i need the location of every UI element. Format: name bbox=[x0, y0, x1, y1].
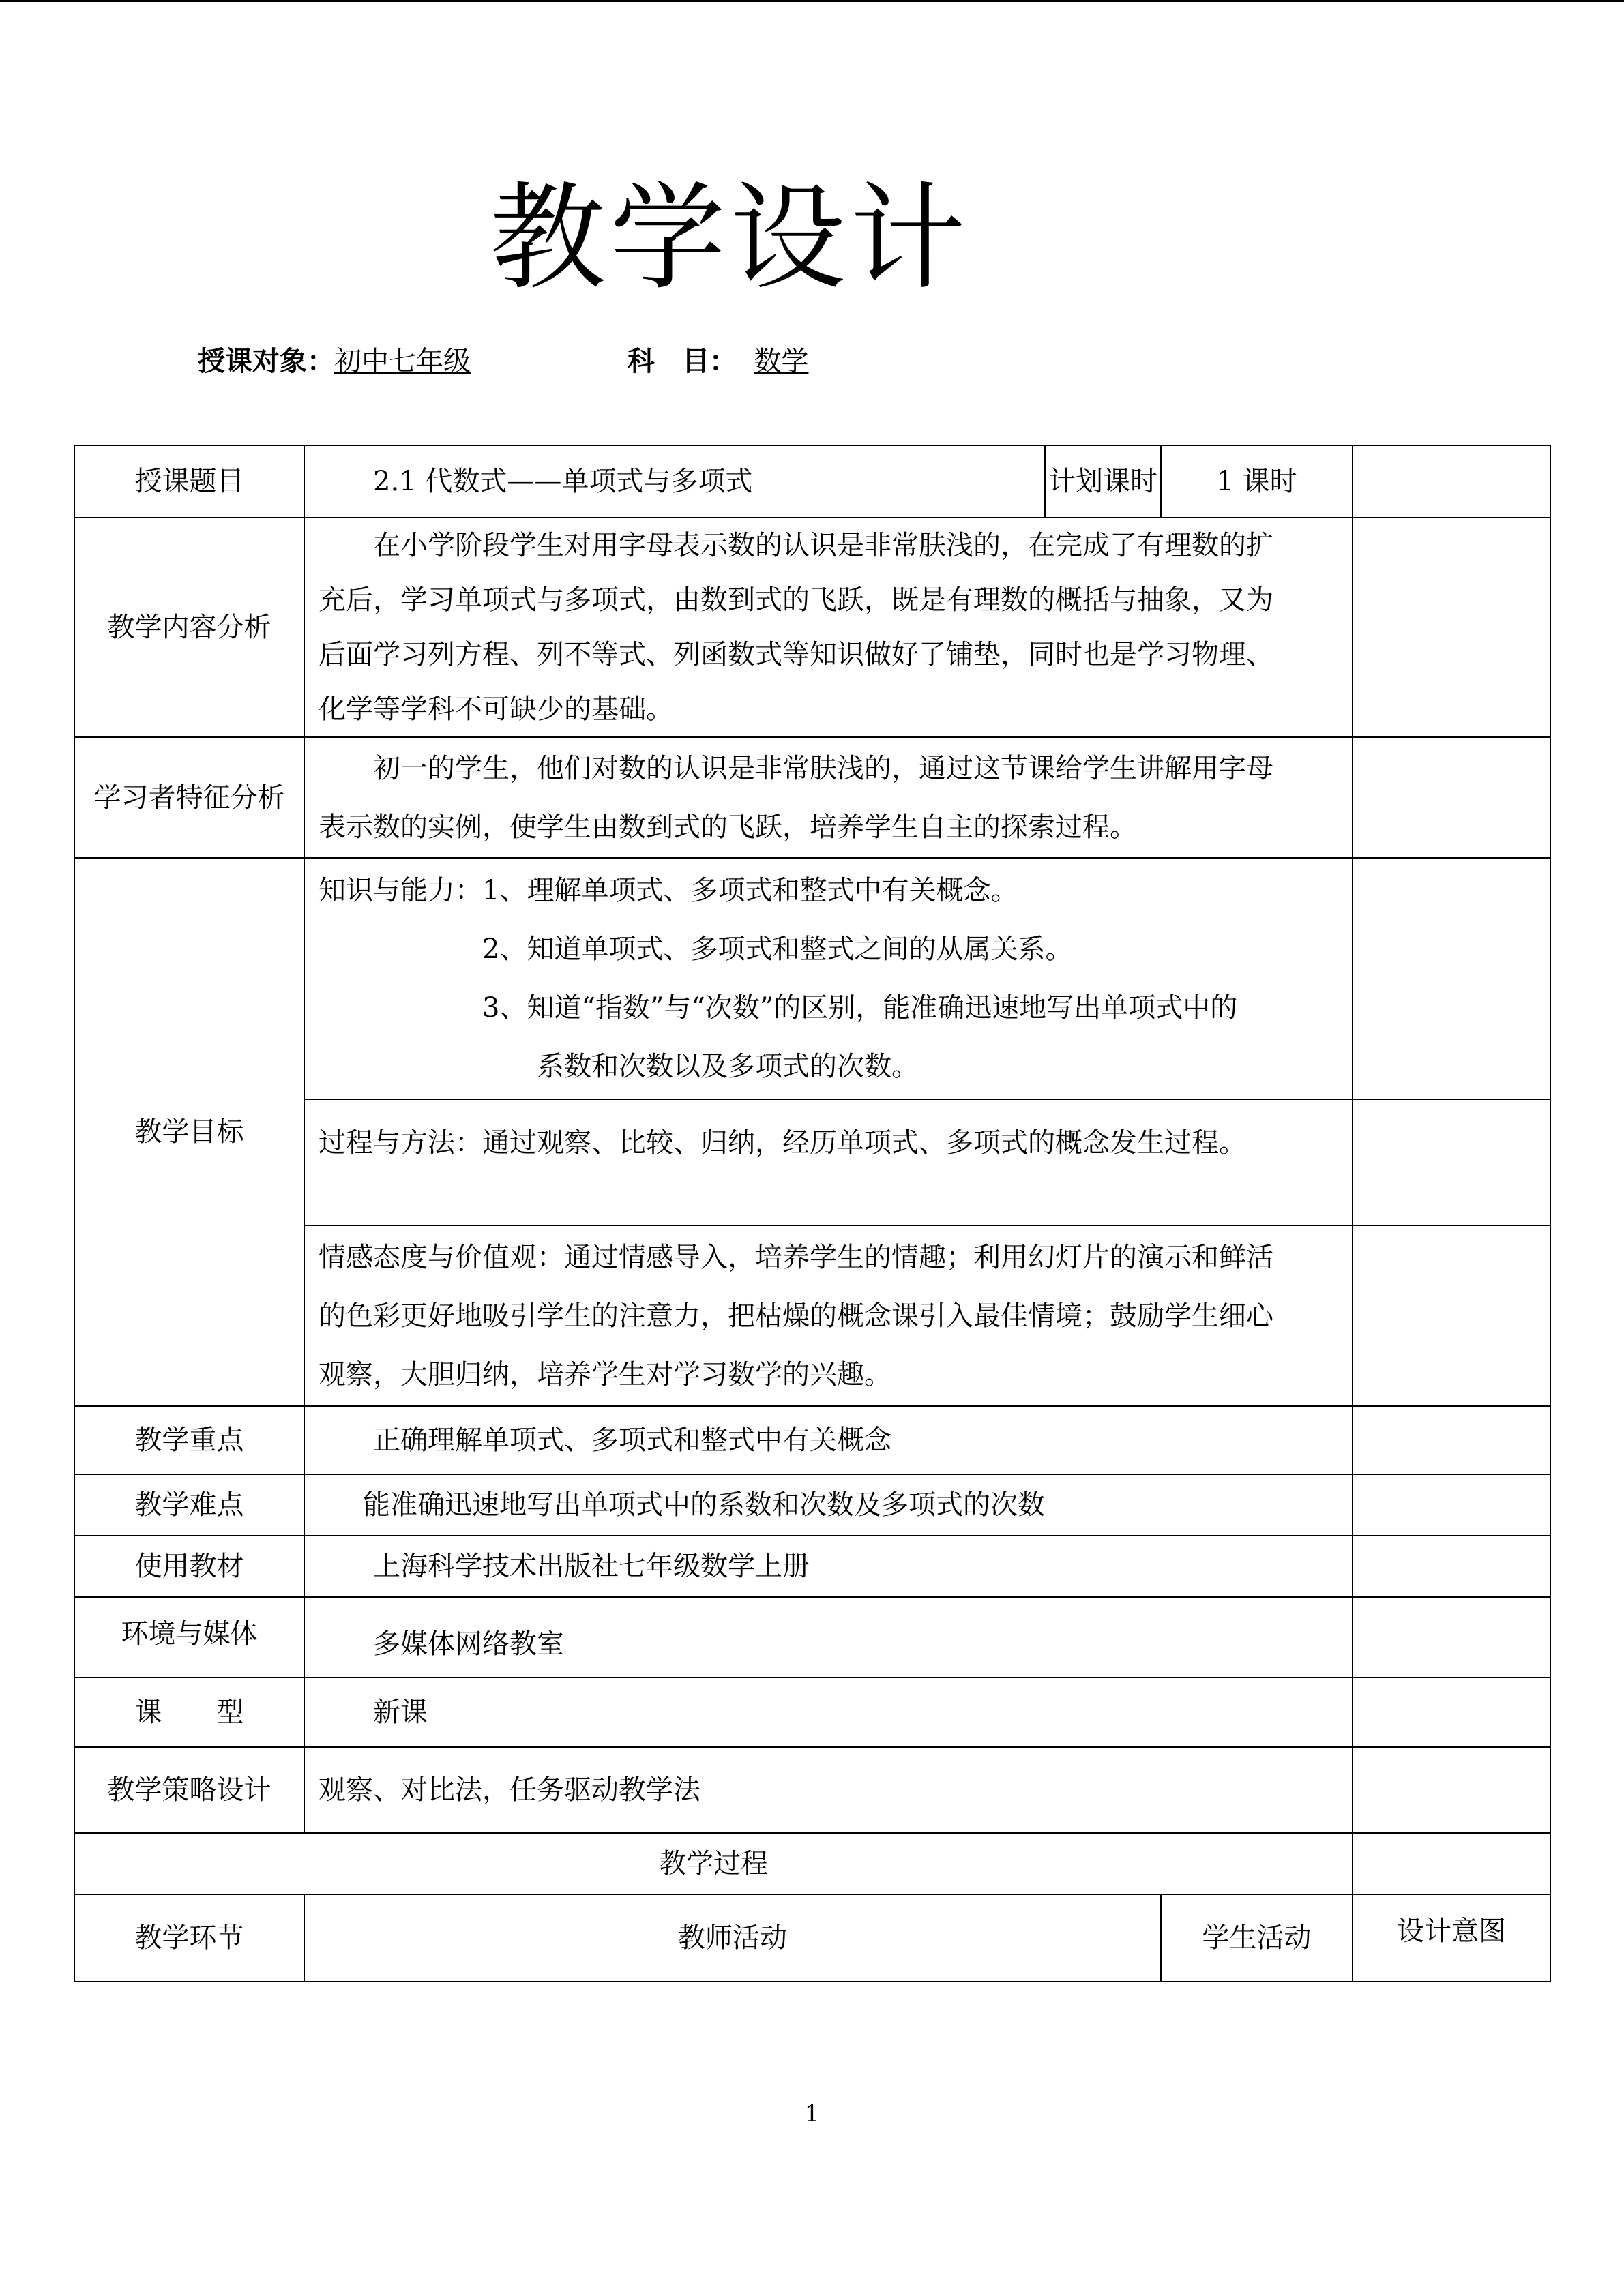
topic-row bbox=[74, 445, 1550, 518]
goal-knowledge-intent-cell bbox=[1353, 858, 1550, 1099]
content-label: 教学内容分析 bbox=[74, 518, 304, 737]
key-label: 教学重点 bbox=[74, 1406, 304, 1474]
textbook-value: 上海科学技术出版社七年级数学上册 bbox=[304, 1536, 1353, 1597]
col-teacher: 教师活动 bbox=[304, 1894, 1161, 1982]
textbook-intent-cell bbox=[1353, 1536, 1550, 1597]
difficulty-value: 能准确迅速地写出单项式中的系数和次数及多项式的次数 bbox=[304, 1474, 1353, 1536]
type-value: 新课 bbox=[304, 1678, 1353, 1747]
topic-intent-cell bbox=[1353, 445, 1550, 518]
topic-label: 授课题目 bbox=[74, 445, 304, 518]
key-value: 正确理解单项式、多项式和整式中有关概念 bbox=[304, 1406, 1353, 1474]
lesson-plan-table bbox=[74, 445, 1551, 1982]
subject-label: 科 目： bbox=[628, 345, 737, 377]
env-row bbox=[74, 1597, 1550, 1678]
goal-knowledge-2: 2、知道单项式、多项式和整式之间的从属关系。 bbox=[482, 934, 1073, 965]
goal-emotion-1: 情感态度与价值观：通过情感导入，培养学生的情趣；利用幻灯片的演示和鲜活 bbox=[319, 1241, 1273, 1273]
goal-knowledge-row bbox=[74, 858, 1550, 1099]
learner-label: 学习者特征分析 bbox=[74, 737, 304, 858]
type-label: 课 型 bbox=[74, 1678, 304, 1747]
goal-emotion-intent-cell bbox=[1353, 1225, 1550, 1406]
content-line-4: 化学等学科不可缺少的基础。 bbox=[319, 694, 673, 725]
subject-field bbox=[628, 341, 808, 382]
type-row bbox=[74, 1678, 1550, 1747]
col-stage: 教学环节 bbox=[74, 1894, 304, 1982]
content-row bbox=[74, 518, 1550, 737]
content-line-3: 后面学习列方程、列不等式、列函数式等知识做好了铺垫，同时也是学习物理、 bbox=[319, 639, 1273, 670]
goal-knowledge-4: 系数和次数以及多项式的次数。 bbox=[537, 1051, 919, 1082]
goal-knowledge-1: 知识与能力：1、理解单项式、多项式和整式中有关概念。 bbox=[319, 875, 1018, 906]
strategy-row bbox=[74, 1747, 1550, 1833]
content-line-2: 充后，学习单项式与多项式，由数到式的飞跃，既是有理数的概括与抽象，又为 bbox=[319, 584, 1273, 616]
goal-process-intent-cell bbox=[1353, 1099, 1550, 1225]
hours-label: 计划课时 bbox=[1045, 445, 1161, 518]
textbook-row bbox=[74, 1536, 1550, 1597]
audience-value: 初中七年级 bbox=[334, 346, 471, 377]
key-row bbox=[74, 1406, 1550, 1474]
process-header: 教学过程 bbox=[74, 1833, 1353, 1894]
env-intent-cell bbox=[1353, 1597, 1550, 1678]
top-border-line bbox=[0, 0, 1624, 2]
goal-emotion-2: 的色彩更好地吸引学生的注意力，把枯燥的概念课引入最佳情境；鼓励学生细心 bbox=[319, 1300, 1273, 1332]
process-columns-row bbox=[74, 1894, 1550, 1982]
page-number: 1 bbox=[804, 2100, 820, 2128]
hours-value: 1 课时 bbox=[1161, 445, 1353, 518]
learner-intent-cell bbox=[1353, 737, 1550, 858]
document-title: 教学设计 bbox=[489, 171, 970, 306]
strategy-value: 观察、对比法，任务驱动教学法 bbox=[304, 1747, 1353, 1833]
goal-knowledge-3: 3、知道“指数”与“次数”的区别，能准确迅速地写出单项式中的 bbox=[482, 992, 1238, 1024]
key-intent-cell bbox=[1353, 1406, 1550, 1474]
strategy-intent-cell bbox=[1353, 1747, 1550, 1833]
content-line-1: 在小学阶段学生对用字母表示数的认识是非常肤浅的，在完成了有理数的扩 bbox=[373, 530, 1273, 561]
textbook-label: 使用教材 bbox=[74, 1536, 304, 1597]
difficulty-label: 教学难点 bbox=[74, 1474, 304, 1536]
env-value: 多媒体网络教室 bbox=[304, 1597, 1353, 1678]
learner-line-2: 表示数的实例，使学生由数到式的飞跃，培养学生自主的探索过程。 bbox=[319, 811, 1137, 843]
subject-value: 数学 bbox=[754, 346, 809, 377]
learner-row bbox=[74, 737, 1550, 858]
type-intent-cell bbox=[1353, 1678, 1550, 1747]
difficulty-row bbox=[74, 1474, 1550, 1536]
audience-label: 授课对象： bbox=[198, 345, 334, 377]
goal-process: 过程与方法：通过观察、比较、归纳，经历单项式、多项式的概念发生过程。 bbox=[304, 1099, 1353, 1225]
topic-value: 2.1 代数式——单项式与多项式 bbox=[304, 445, 1045, 518]
content-intent-cell bbox=[1353, 518, 1550, 737]
strategy-label: 教学策略设计 bbox=[74, 1747, 304, 1833]
process-header-row bbox=[74, 1833, 1550, 1894]
learner-line-1: 初一的学生，他们对数的认识是非常肤浅的，通过这节课给学生讲解用字母 bbox=[373, 752, 1273, 784]
audience-field bbox=[198, 341, 471, 382]
env-label: 环境与媒体 bbox=[74, 1597, 304, 1678]
col-intent: 设计意图 bbox=[1353, 1894, 1550, 1982]
goal-emotion-3: 观察，大胆归纳，培养学生对学习数学的兴趣。 bbox=[319, 1358, 891, 1390]
goal-label: 教学目标 bbox=[74, 858, 304, 1406]
difficulty-intent-cell bbox=[1353, 1474, 1550, 1536]
col-student: 学生活动 bbox=[1161, 1894, 1353, 1982]
process-header-intent-cell bbox=[1353, 1833, 1550, 1894]
